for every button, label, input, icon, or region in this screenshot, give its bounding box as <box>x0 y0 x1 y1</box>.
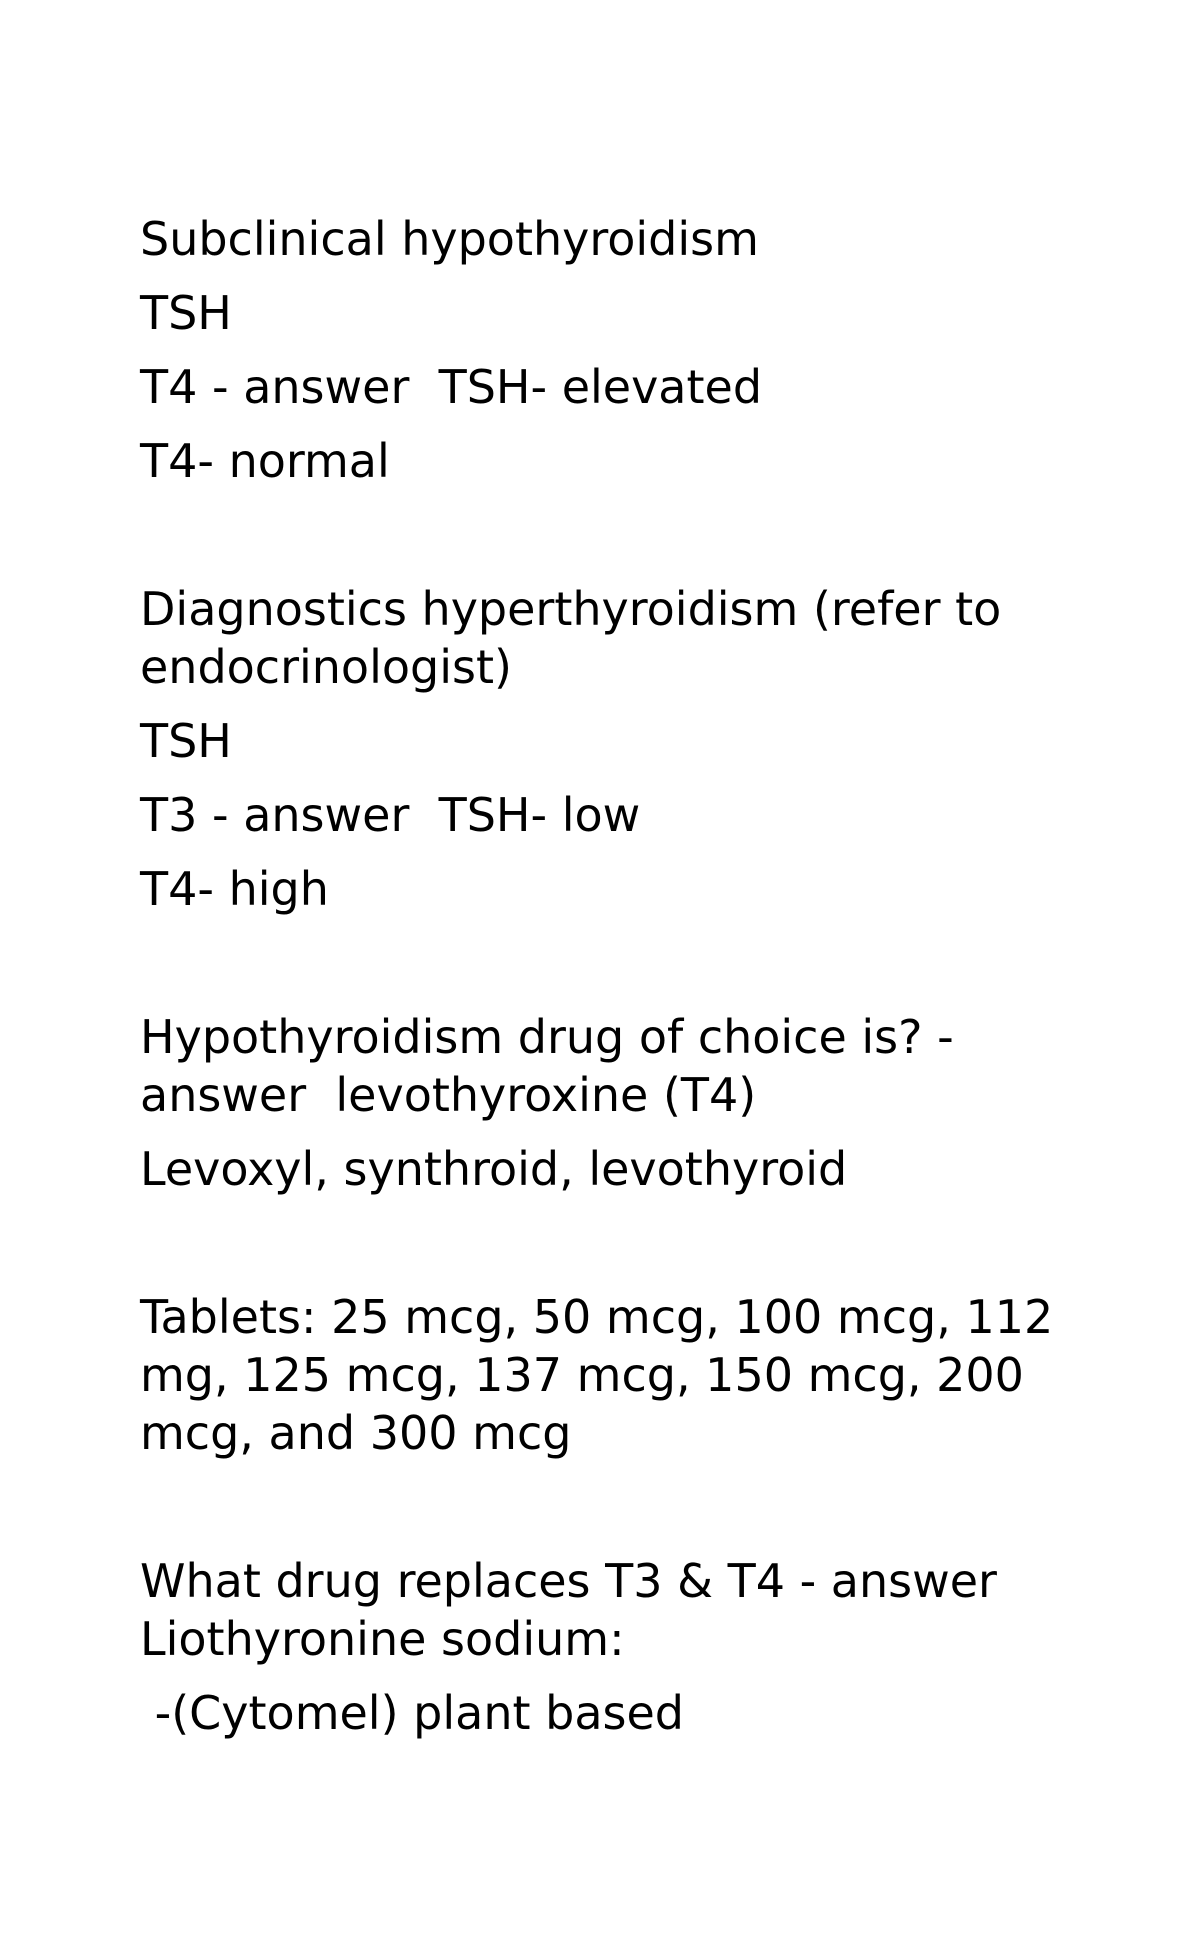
text-line: Levoxyl, synthroid, levothyroid <box>140 1142 848 1196</box>
text-line: T4 - answer TSH- elevated <box>140 360 763 414</box>
section-title: Tablets: 25 mcg, 50 mcg, 100 mcg, 112 mg, 125 mcg, 137 mcg, 150 mcg, 200 mcg, and 300 mcg <box>140 1290 1068 1460</box>
text-line: T4- high <box>140 862 329 916</box>
section-title: Hypothyroidism drug of choice is? - answer levothyroxine (T4) <box>140 1010 969 1122</box>
text-line: TSH <box>140 286 232 340</box>
text-line: -(Cytomel) plant based <box>140 1686 684 1740</box>
section-hypothyroidism-drug <box>140 1008 1060 1198</box>
section-t3-t4-replacement <box>140 1552 1060 1742</box>
text-line: T4- normal <box>140 434 390 488</box>
text-line: TSH <box>140 714 232 768</box>
section-title: What drug replaces T3 & T4 - answer Liothyronine sodium: <box>140 1554 1012 1666</box>
section-subclinical-hypothyroidism <box>140 210 1060 490</box>
section-title: Diagnostics hyperthyroidism (refer to endocrinologist) <box>140 582 1016 694</box>
section-tablets <box>140 1288 1068 1462</box>
text-line: T3 - answer TSH- low <box>140 788 641 842</box>
document-page <box>140 210 1068 1742</box>
section-title: Subclinical hypothyroidism <box>140 212 759 266</box>
section-diagnostics-hyperthyroidism <box>140 580 1060 918</box>
